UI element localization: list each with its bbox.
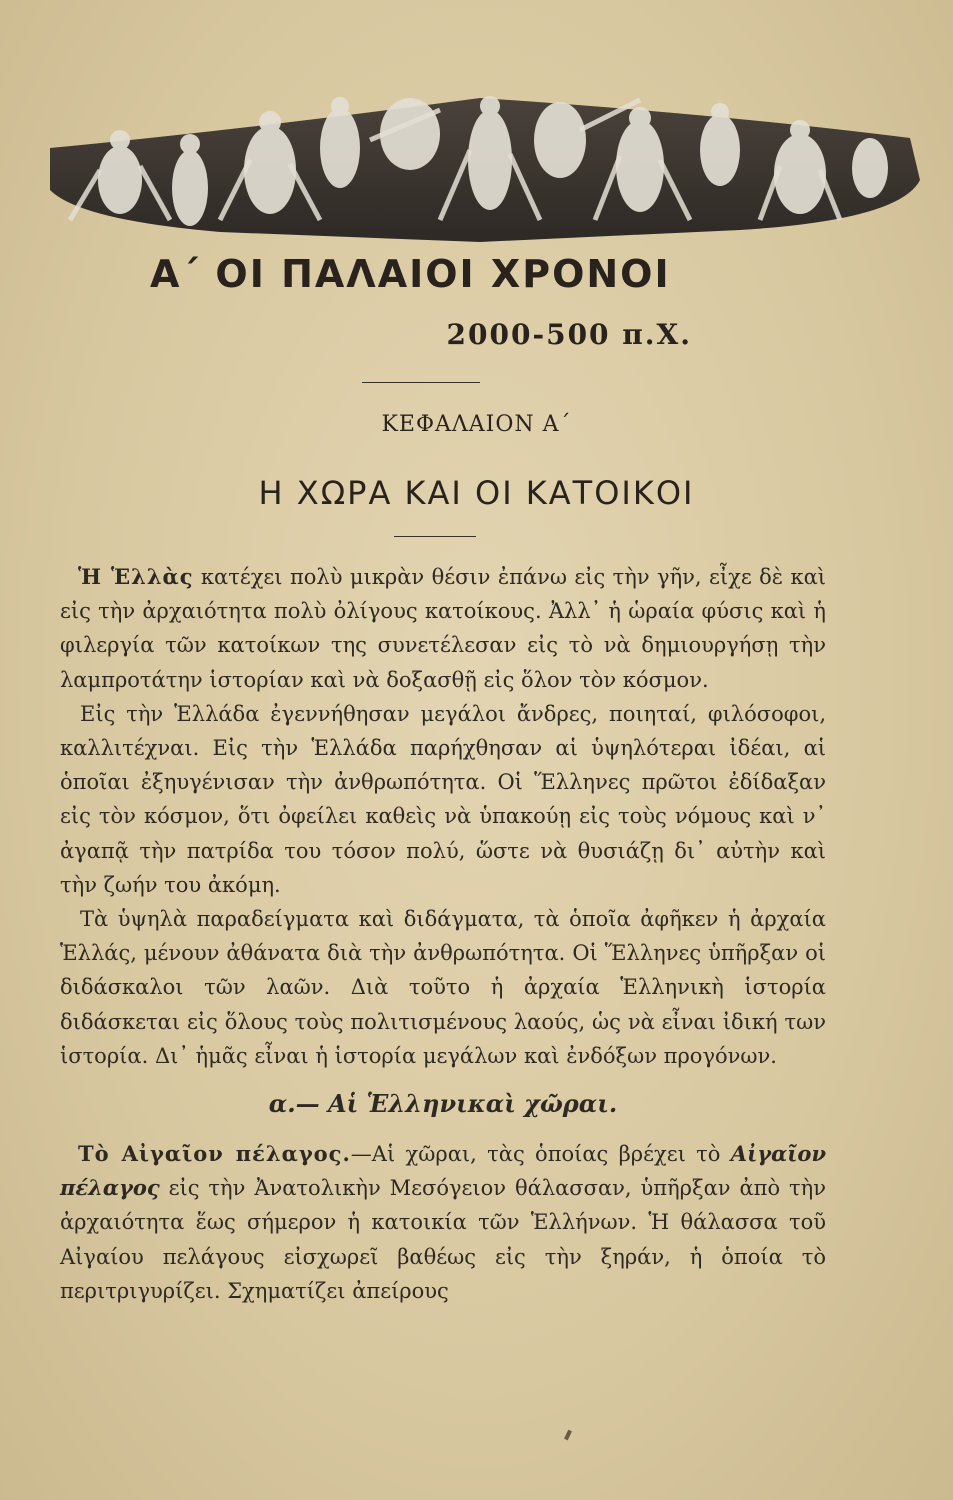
paragraph-4-lead: Τὸ Αἰγαῖον πέλαγος. [78,1141,351,1167]
paragraph-4-text-b: εἰς τὴν Ἀνατολικὴν Μεσόγειον θάλασσαν, ὑπῆρξαν ἀπὸ τὴν ἀρχαιότητα ἕως σήμερον ἡ κατοικία τῶν Ἑλλήνων. Ἡ θάλασσα τοῦ Αἰγαίου πελάγους εἰσχωρεῖ βαθέως εἰς τὴν ξηράν, ἡ ὁποία τὸ περιτριγυρίζει. Σχηματίζει ἀπείρους [60,1176,826,1303]
section-title: α.— Αἱ Ἑλληνικαὶ χῶραι. [268,1089,618,1119]
paragraph-2: Εἰς τὴν Ἑλλάδα ἐγεννήθησαν μεγάλοι ἄνδρες, ποιηταί, φιλόσοφοι, καλλιτέχναι. Εἰς τὴν Ἑλλάδα παρήχθησαν αἱ ὑψηλότεραι ἰδέαι, αἱ ὁποῖαι ἐξηυγένισαν τὴν ἀνθρωπότητα. Οἱ Ἕλληνες πρῶτοι ἐδίδαξαν εἰς τὸν κόσμον, ὅτι ὀφείλει καθεὶς νὰ ὑπακούῃ εἰς τοὺς νόμους καὶ ν᾽ ἀγαπᾷ τὴν πατρίδα του τόσον πολύ, ὥστε νὰ θυσιάζῃ δι᾽ αὐτὴν καὶ τὴν ζωήν του ἀκόμη. [60,701,826,897]
chapter-label: ΚΕΦΑΛΑΙΟΝ Α΄ [381,412,572,437]
paragraph-1-lead: Ἡ Ἑλλὰς [78,564,194,589]
paragraph-4 [60,1137,826,1308]
text-body [60,560,826,1308]
paragraph-3: Τὰ ὑψηλὰ παραδείγματα καὶ διδάγματα, τὰ ὁποῖα ἀφῆκεν ἡ ἀρχαία Ἑλλάς, μένουν ἀθάνατα διὰ τὴν ἀνθρωπότητα. Οἱ Ἕλληνες ὑπῆρξαν οἱ διδάσκαλοι τῶν λαῶν. Διὰ τοῦτο ἡ ἀρχαία Ἑλληνικὴ ἱστορία διδάσκεται εἰς ὅλους τοὺς πολιτισμένους λαούς, ὡς νὰ εἶναι ἰδική των ἱστορία. Δι᾽ ἡμᾶς εἶναι ἡ ἱστορία μεγάλων καὶ ἐνδόξων προγόνων. [60,907,826,1068]
part-title: Α΄ ΟΙ ΠΑΛΑΙΟΙ ΧΡΟΝΟΙ [150,252,671,296]
paragraph-1-text: κατέχει πολὺ μικρὰν θέσιν ἐπάνω εἰς τὴν γῆν, εἶχε δὲ καὶ εἰς τὴν ἀρχαιότητα πολὺ ὀλίγους κατοίκους. Ἀλλ᾽ ἡ ὡραία φύσις καὶ ἡ φιλεργία τῶν κατοίκων της συνετέλεσαν εἰς τὸ νὰ δημιουργήσῃ τὴν λαμπροτάτην ἱστορίαν καὶ νὰ δοξασθῇ εἰς ὅλον τὸν κόσμον. [60,565,826,692]
frieze-illustration [40,70,920,248]
ink-mark [564,1430,572,1441]
chapter-title: Η ΧΩΡΑ ΚΑΙ ΟΙ ΚΑΤΟΙΚΟΙ [258,474,695,512]
date-range: 2000-500 π.Χ. [446,318,692,351]
paragraph-1 [60,560,826,697]
paragraph-4-emphasis: Αἰγαῖον πέλαγος [60,1141,827,1201]
paragraph-4-text-a: —Αἱ χῶραι, τὰς ὁποίας βρέχει τὸ [350,1142,731,1167]
divider-mid [394,536,476,537]
divider-top [362,382,480,383]
